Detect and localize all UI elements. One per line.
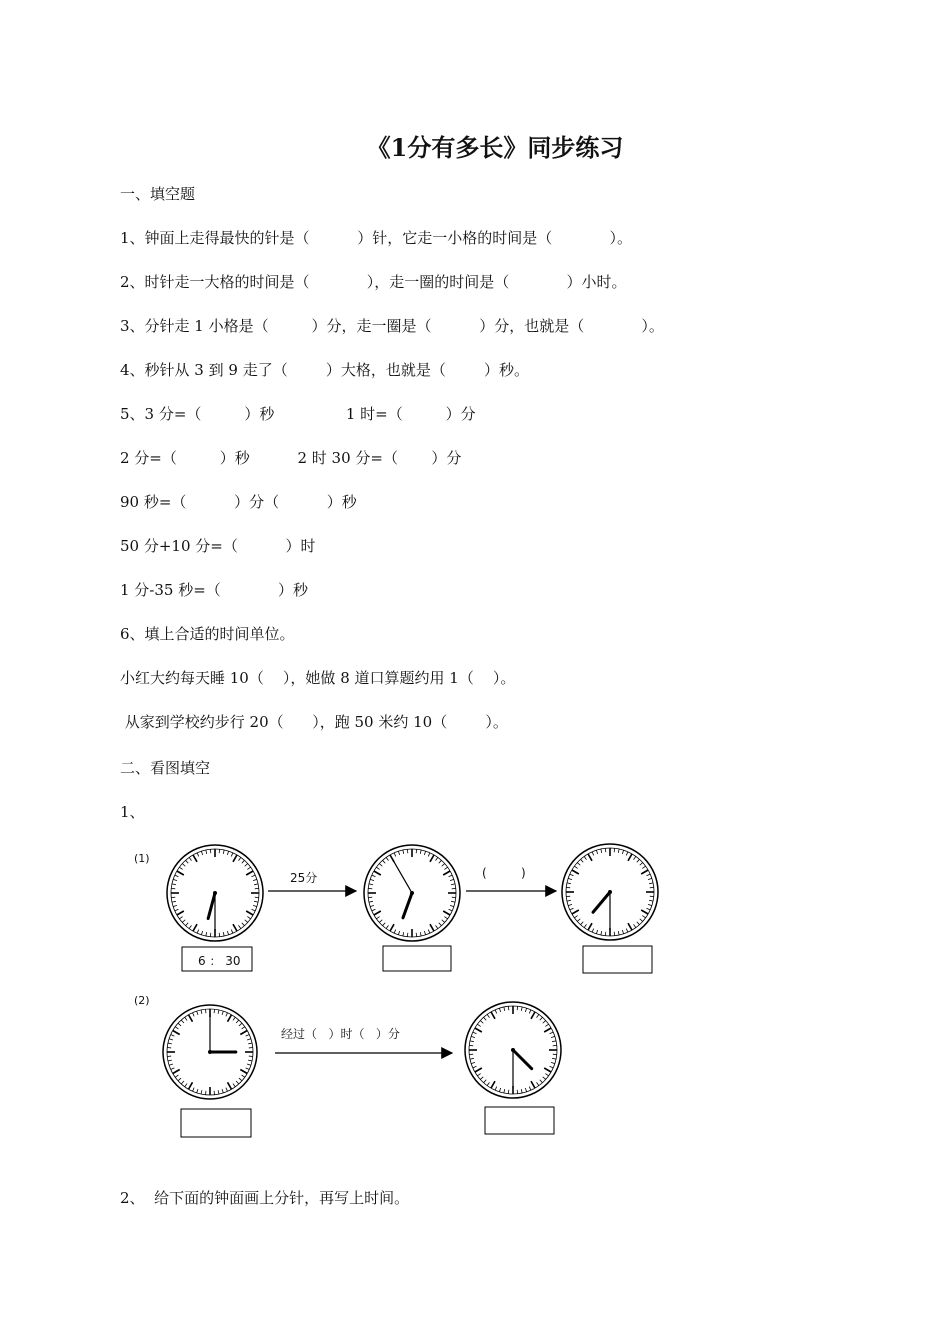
question-5b: 2 分=（ ）秒 2 时 30 分=（ ）分: [120, 449, 462, 467]
clock-1: [167, 845, 263, 941]
clock-2: [364, 845, 460, 941]
question-5a: 5、3 分=（ ）秒 1 时=（ ）分: [120, 405, 476, 423]
question-5c: 90 秒=（ ）分（ ）秒: [120, 493, 357, 511]
time-box-2: [383, 946, 451, 971]
section-heading-fill-blanks: 一、填空题: [120, 185, 196, 203]
clock-4: [163, 1005, 257, 1099]
question-2: 2、时针走一大格的时间是（ ），走一圈的时间是（ ）小时。: [120, 273, 627, 291]
arrow-label-25min: 25分: [290, 871, 318, 885]
question-6a: 小红大约每天睡 10（ ），她做 8 道口算题约用 1（ ）。: [120, 669, 516, 687]
arrow-label-blank: ( ): [482, 866, 526, 880]
question-3: 3、分针走 1 小格是（ ）分，走一圈是（ ）分，也就是（ ）。: [120, 317, 664, 335]
time-box-1-text: 6 ： 30: [198, 954, 241, 968]
time-box-5: [485, 1107, 554, 1134]
time-box-3: [583, 946, 652, 973]
clock-3: [562, 844, 658, 940]
clock-5: [465, 1002, 561, 1098]
question-6: 6、填上合适的时间单位。: [120, 625, 295, 643]
figure-label-1: (1): [134, 852, 150, 865]
section-heading-picture: 二、看图填空: [120, 759, 211, 777]
figure-label-2: (2): [134, 994, 150, 1007]
question-5e: 1 分-35 秒=（ ）秒: [120, 581, 309, 599]
page-title: 《1分有多长》同步练习: [366, 133, 624, 162]
problem-1-label: 1、: [120, 803, 145, 821]
question-6b: 从家到学校约步行 20（ ），跑 50 米约 10（ ）。: [120, 713, 508, 731]
problem-2: 2、 给下面的钟面画上分针，再写上时间。: [120, 1189, 410, 1207]
time-box-4: [181, 1109, 251, 1137]
arrow-label-elapsed: 经过（ ）时（ ）分: [281, 1027, 400, 1041]
question-4: 4、秒针从 3 到 9 走了（ ）大格，也就是（ ）秒。: [120, 361, 529, 379]
question-5d: 50 分+10 分=（ ）时: [120, 537, 316, 555]
question-1: 1、钟面上走得最快的针是（ ）针，它走一小格的时间是（ ）。: [120, 229, 632, 247]
